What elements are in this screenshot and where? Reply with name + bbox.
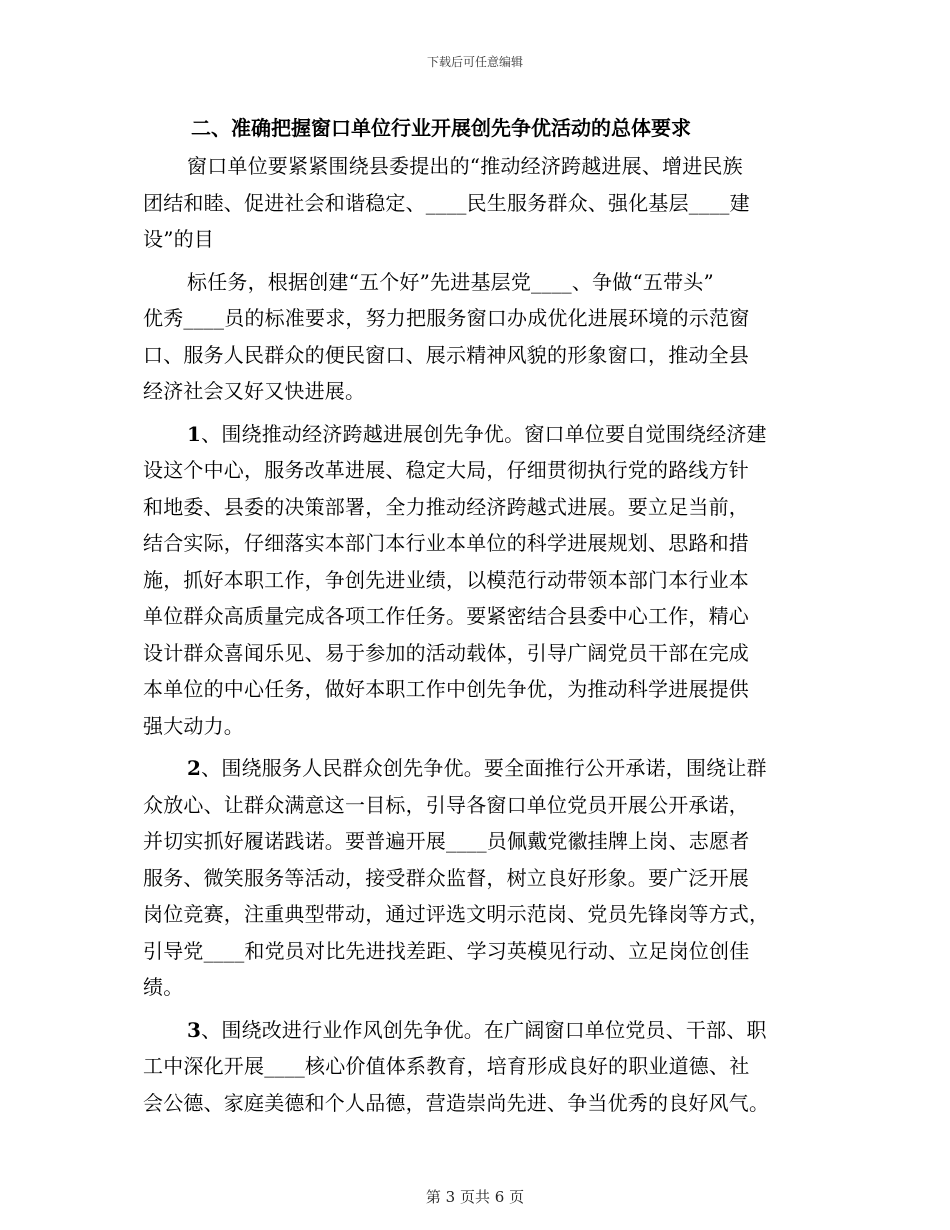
section-heading: 二、准确把握窗口单位行业开展创先争优活动的总体要求 (191, 116, 691, 140)
item-text: 、围绕服务人民群众创先争优。要全面推行公开承诺，围绕让群 (201, 756, 767, 780)
text-line: 会公德、家庭美德和个人品德，营造崇尚先进、争当优秀的良好风气。 (143, 1090, 770, 1115)
text-line: 强大动力。 (143, 713, 244, 738)
text-line (143, 416, 813, 453)
paragraph-intro (143, 148, 813, 258)
item-text: 、围绕推动经济跨越进展创先争优。窗口单位要自觉围绕经济建 (201, 421, 767, 446)
item-number: 1 (187, 421, 202, 446)
text-line: 设”的目 (143, 227, 215, 251)
paragraph-goals (143, 264, 813, 410)
text-line: 单位群众高质量完成各项工作任务。要紧密结合县委中心工作，精心 (143, 604, 749, 628)
paragraph-item-1 (143, 416, 813, 745)
text-line: 岗位竞赛，注重典型带动，通过评选文明示范岗、党员先锋岗等方式， (143, 902, 770, 926)
text-line: 优秀____员的标准要求，努力把服务窗口办成优化进展环境的示范窗 (143, 306, 750, 330)
text-line: 引导党____和党员对比先进找差距、学习英模见行动、立足岗位创佳 (143, 938, 750, 963)
item-number: 2 (187, 756, 202, 780)
text-line: 窗口单位要紧紧围绕县委提出的“推动经济跨越进展、增进民族 (187, 154, 743, 178)
text-line: 和地委、县委的决策部署，全力推动经济跨越式进展。要立足当前， (143, 494, 749, 519)
text-line: 结合实际，仔细落实本部门本行业本单位的科学进展规划、思路和措 (143, 531, 749, 555)
text-line: 团结和睦、促进社会和谐稳定、____民生服务群众、强化基层____建 (143, 190, 750, 215)
text-line: 设计群众喜闻乐见、易于参加的活动载体，引导广阔党员干部在完成 (143, 640, 749, 665)
paragraph-item-3 (143, 1012, 813, 1122)
text-line: 施，抓好本职工作，争创先进业绩，以模范行动带领本部门本行业本 (143, 567, 749, 592)
text-line: 标任务，根据创建“五个好”先进基层党____、争做“五带头” (187, 269, 714, 294)
paragraph-item-2 (143, 750, 813, 1006)
page-number-footer: 第 3 页共 6 页 (425, 1188, 525, 1206)
text-line: 经济社会又好又快进展。 (143, 379, 366, 403)
text-line: 绩。 (143, 975, 184, 999)
text-line: 服务、微笑服务等活动，接受群众监督，树立良好形象。要广泛开展 (143, 865, 749, 890)
text-line (143, 750, 813, 787)
text-line: 工中深化开展____核心价值体系教育，培育形成良好的职业道德、社 (143, 1054, 750, 1078)
item-text: 、围绕改进行业作风创先争优。在广阔窗口单位党员、干部、职 (201, 1017, 767, 1042)
text-line: 众放心、让群众满意这一目标，引导各窗口单位党员开展公开承诺， (143, 792, 749, 817)
text-line: 并切实抓好履诺践诺。要普遍开展____员佩戴党徽挂牌上岗、志愿者 (143, 829, 750, 853)
text-line: 口、服务人民群众的便民窗口、展示精神风貌的形象窗口，推动全县 (143, 342, 749, 367)
text-line (143, 1012, 813, 1049)
document-body (143, 108, 813, 1121)
text-line: 本单位的中心任务，做好本职工作中创先争优，为推动科学进展提供 (143, 677, 749, 701)
header-note: 下载后可任意编辑 (426, 55, 523, 69)
item-number: 3 (187, 1017, 202, 1042)
text-line: 设这个中心，服务改革进展、稳定大局，仔细贯彻执行党的路线方针 (143, 458, 749, 482)
